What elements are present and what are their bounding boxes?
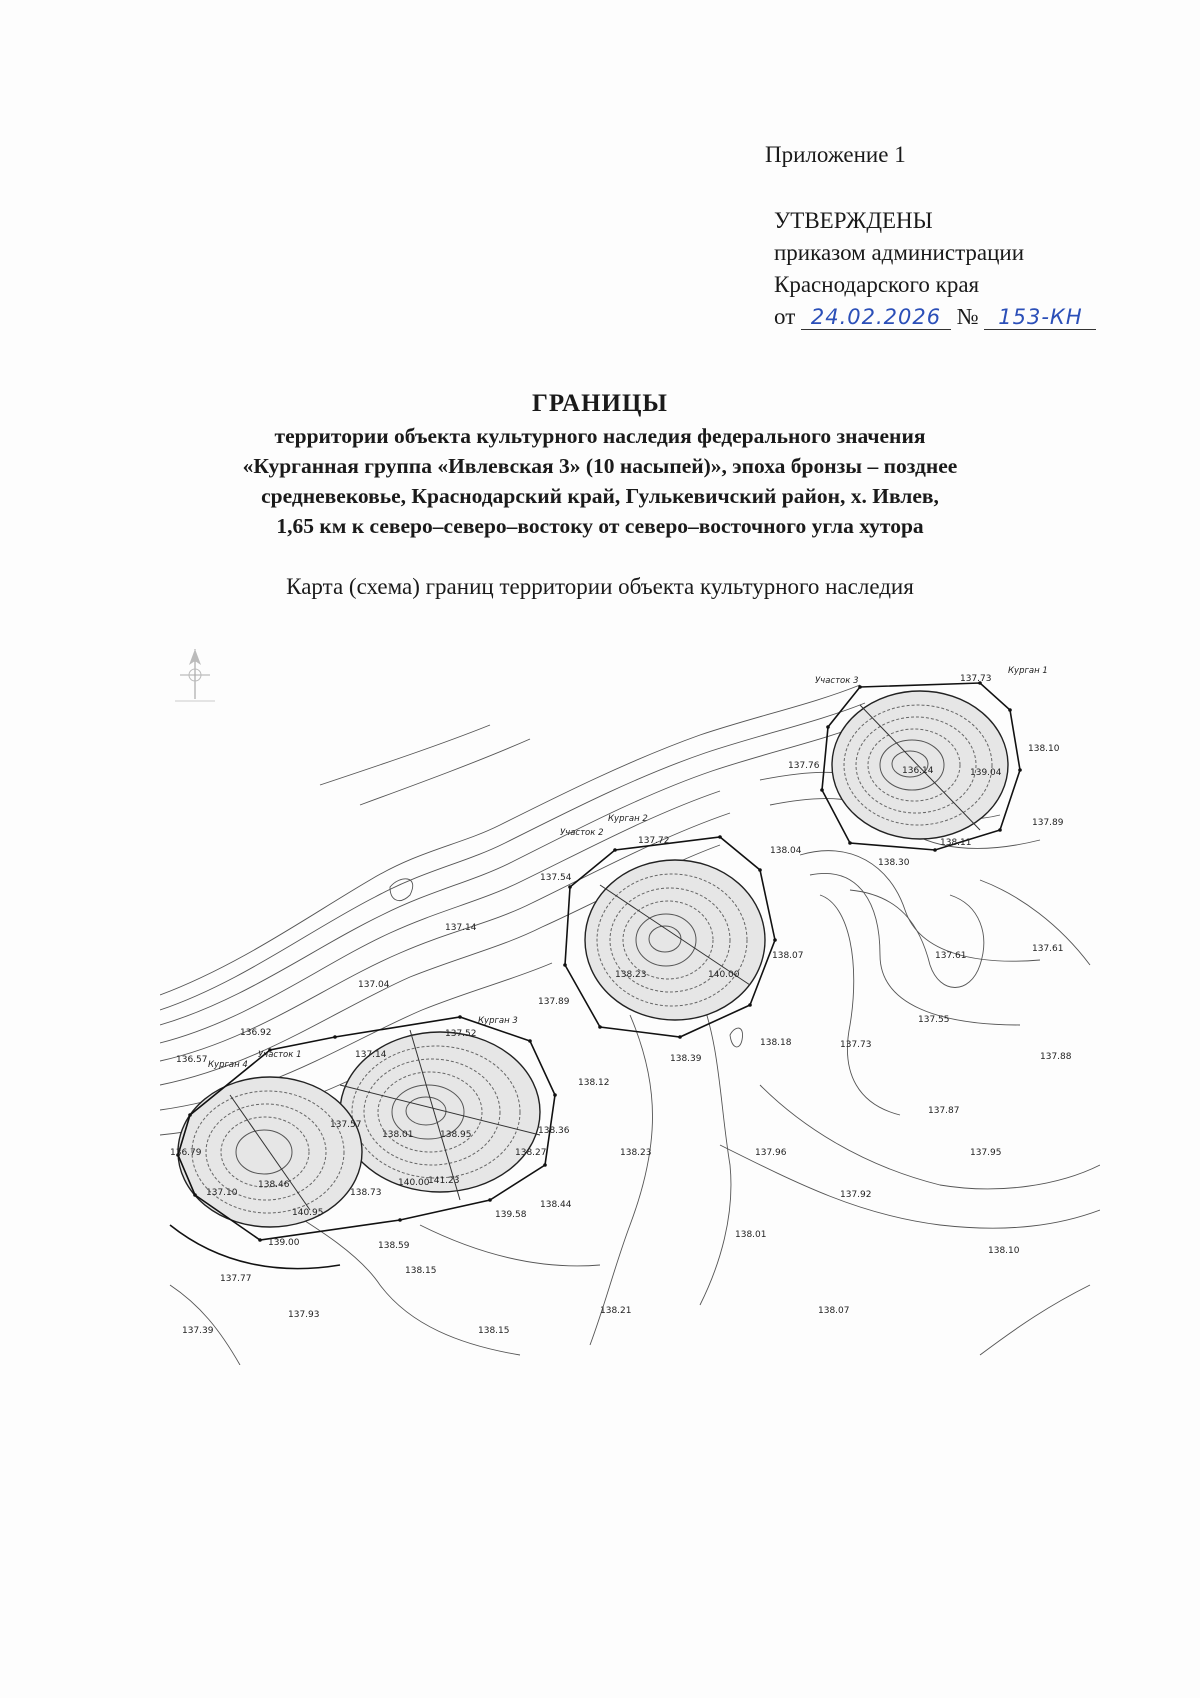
mound-label-4: Курган 4 xyxy=(208,1060,248,1070)
elevation-label: 137.55 xyxy=(918,1015,950,1025)
elevation-label: 137.61 xyxy=(1032,944,1064,954)
elevation-label: 137.10 xyxy=(206,1188,238,1198)
mound-label-2: Курган 2 xyxy=(608,814,648,824)
elevation-label: 138.15 xyxy=(478,1326,510,1336)
elevation-label: 138.23 xyxy=(620,1148,652,1158)
elevation-label: 141.23 xyxy=(428,1176,460,1186)
elevation-label: 138.12 xyxy=(578,1078,610,1088)
elevation-label: 137.54 xyxy=(540,873,572,883)
mound-2-area xyxy=(565,837,775,1037)
mound-label-3: Курган 3 xyxy=(478,1016,518,1026)
handwritten-date: 24.02.2026 xyxy=(801,305,951,330)
elevation-label: 138.30 xyxy=(878,858,910,868)
approval-line-2: Краснодарского края xyxy=(774,272,980,297)
elevation-label: 138.07 xyxy=(818,1306,850,1316)
plot-label-3: Участок 3 xyxy=(815,676,859,686)
elevation-label: 137.89 xyxy=(538,997,570,1007)
elevation-label: 137.92 xyxy=(840,1190,872,1200)
title-line-2: «Курганная группа «Ивлевская 3» (10 насыпей)», эпоха бронзы – позднее xyxy=(242,454,958,478)
title-line-1: территории объекта культурного наследия федерального значения xyxy=(274,424,926,448)
elevation-label: 138.95 xyxy=(440,1130,472,1140)
appendix-label: Приложение 1 xyxy=(765,142,906,167)
title-heading: ГРАНИЦЫ xyxy=(532,390,668,417)
elevation-label: 137.73 xyxy=(840,1040,872,1050)
title-line-3: средневековье, Краснодарский край, Гулькевичский район, х. Ивлев, xyxy=(261,484,939,508)
elevation-label: 138.36 xyxy=(538,1126,570,1136)
elevation-label: 137.95 xyxy=(970,1148,1002,1158)
approval-line-1: приказом администрации xyxy=(774,240,1025,265)
elevation-label: 137.77 xyxy=(220,1274,252,1284)
elevation-label: 138.10 xyxy=(1028,744,1060,754)
elevation-label: 138.27 xyxy=(515,1148,547,1158)
elevation-label: 137.89 xyxy=(1032,818,1064,828)
elevation-label: 138.04 xyxy=(770,846,802,856)
elevation-label: 137.93 xyxy=(288,1310,320,1320)
elevation-label: 136.92 xyxy=(240,1028,272,1038)
elevation-label: 140.95 xyxy=(292,1208,324,1218)
approval-date-number-line xyxy=(774,301,1096,333)
approval-block xyxy=(774,205,1096,333)
elevation-label: 137.61 xyxy=(935,951,967,961)
elevation-label: 137.96 xyxy=(755,1148,787,1158)
elevation-label: 138.44 xyxy=(540,1200,572,1210)
title-line-4: 1,65 км к северо–северо–востоку от северо–восточного угла хутора xyxy=(276,514,924,538)
elevation-label: 137.87 xyxy=(928,1106,960,1116)
elevation-label: 138.46 xyxy=(258,1180,290,1190)
elevation-label: 137.88 xyxy=(1040,1052,1072,1062)
elevation-label: 138.01 xyxy=(382,1130,414,1140)
boundary-map xyxy=(160,665,1100,1365)
elevation-label: 137.14 xyxy=(355,1050,387,1060)
elevation-label: 137.04 xyxy=(358,980,390,990)
elevation-label: 138.18 xyxy=(760,1038,792,1048)
elevation-label: 137.14 xyxy=(445,923,477,933)
map-caption: Карта (схема) границ территории объекта культурного наследия xyxy=(286,574,914,599)
plot-label-2: Участок 2 xyxy=(560,828,604,838)
elevation-label: 138.39 xyxy=(670,1054,702,1064)
approval-status: УТВЕРЖДЕНЫ xyxy=(774,208,933,233)
elevation-label: 137.52 xyxy=(445,1029,477,1039)
number-prefix: № xyxy=(956,304,979,329)
date-prefix: от xyxy=(774,304,796,329)
handwritten-number: 153-КН xyxy=(984,305,1096,330)
elevation-label: 137.76 xyxy=(788,761,820,771)
elevation-label: 139.00 xyxy=(268,1238,300,1248)
elevation-label: 137.57 xyxy=(330,1120,362,1130)
elevation-label: 140.00 xyxy=(398,1178,430,1188)
elevation-label: 138.01 xyxy=(735,1230,767,1240)
elevation-label: 139.58 xyxy=(495,1210,527,1220)
elevation-label: 137.39 xyxy=(182,1326,214,1336)
elevation-label: 138.15 xyxy=(405,1266,437,1276)
plot-label-1: Участок 1 xyxy=(258,1050,302,1060)
elevation-label: 136.14 xyxy=(902,766,934,776)
elevation-label: 138.11 xyxy=(940,838,972,848)
mound-label-1: Курган 1 xyxy=(1008,666,1048,676)
elevation-label: 138.21 xyxy=(600,1306,632,1316)
elevation-label: 137.73 xyxy=(960,674,992,684)
elevation-label: 138.10 xyxy=(988,1246,1020,1256)
elevation-label: 136.79 xyxy=(170,1148,202,1158)
elevation-label: 136.57 xyxy=(176,1055,208,1065)
elevation-label: 140.00 xyxy=(708,970,740,980)
mound-4-area xyxy=(178,1077,362,1227)
elevation-label: 138.07 xyxy=(772,951,804,961)
elevation-label: 138.73 xyxy=(350,1188,382,1198)
document-title xyxy=(100,387,1100,541)
elevation-label: 137.72 xyxy=(638,836,670,846)
elevation-label: 138.59 xyxy=(378,1241,410,1251)
elevation-label: 138.23 xyxy=(615,970,647,980)
elevation-label: 139.04 xyxy=(970,768,1002,778)
